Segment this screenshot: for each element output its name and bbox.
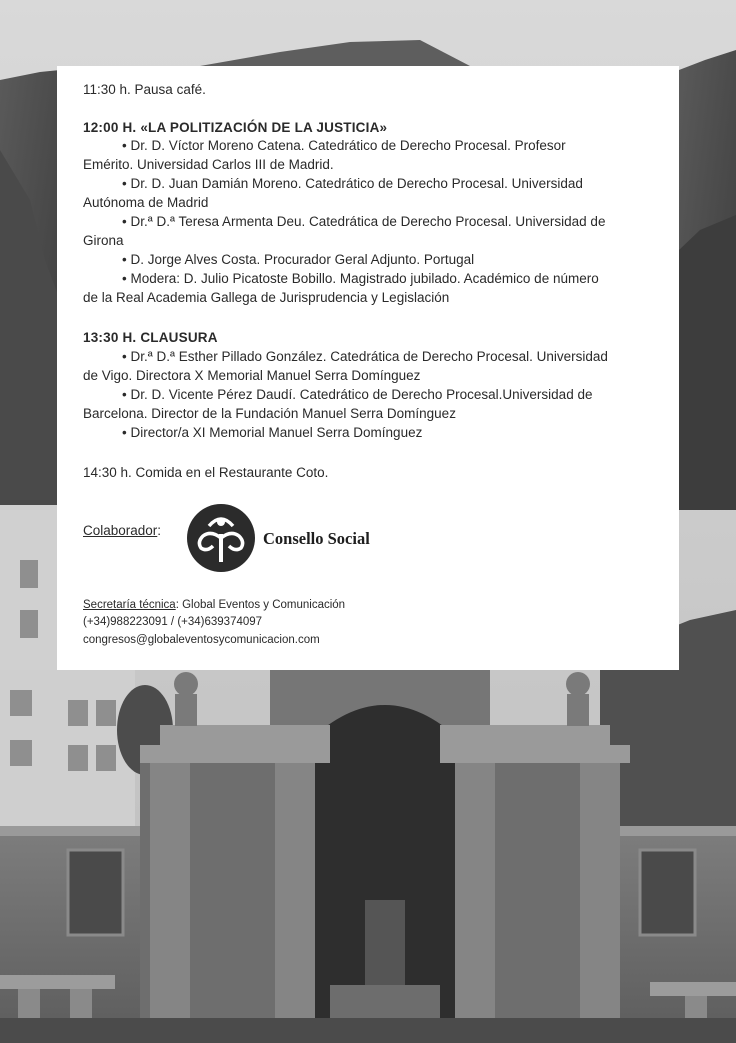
speaker-item: • Dr. D. Víctor Moreno Catena. Catedrático de Derecho Procesal. Profesor Emérito. Universidad Carlos III de Madrid. <box>83 138 566 172</box>
session2-title: 13:30 H. CLAUSURA <box>83 330 218 345</box>
lunch-line: 14:30 h. Comida en el Restaurante Coto. <box>83 465 329 480</box>
session1-title: 12:00 H. «LA POLITIZACIÓN DE LA JUSTICIA» <box>83 120 388 135</box>
speaker-item: • Dr.ª D.ª Esther Pillado González. Catedrática de Derecho Procesal. Universidad de Vigo. Directora X Memorial Manuel Serra Domínguez <box>83 349 608 383</box>
speaker-item: • Dr. D. Juan Damián Moreno. Catedrático de Derecho Procesal. Universidad Autónoma de Madrid <box>83 176 583 210</box>
phone-numbers: (+34)988223091 / (+34)639374097 <box>83 616 263 628</box>
session1-speakers <box>83 136 653 307</box>
coffee-break-line: 11:30 h. Pausa café. <box>83 82 206 97</box>
consello-social-tree-logo-icon <box>187 504 255 572</box>
speaker-item: • Director/a XI Memorial Manuel Serra Domínguez <box>122 425 423 440</box>
speaker-item: • Dr. D. Vicente Pérez Daudí. Catedrático de Derecho Procesal.Universidad de Barcelona. Director de la Fundación Manuel Serra Domínguez <box>83 387 593 421</box>
speaker-item: • D. Jorge Alves Costa. Procurador Geral Adjunto. Portugal <box>122 252 475 267</box>
moderator-item: • Modera: D. Julio Picatoste Bobillo. Magistrado jubilado. Académico de número de la Real Academia Gallega de Jurisprudencia y Legislación <box>83 271 599 305</box>
program-card <box>57 66 679 670</box>
secretaria-line: Secretaría técnica: Global Eventos y Comunicación <box>83 599 346 611</box>
consello-social-logo-text: Consello Social <box>263 529 370 548</box>
session2-speakers <box>83 347 653 442</box>
contact-email[interactable]: congresos@globaleventosycomunicacion.com <box>83 634 320 646</box>
collaborator-label: Colaborador: <box>83 523 162 538</box>
speaker-item: • Dr.ª D.ª Teresa Armenta Deu. Catedrática de Derecho Procesal. Universidad de Girona <box>83 214 606 248</box>
